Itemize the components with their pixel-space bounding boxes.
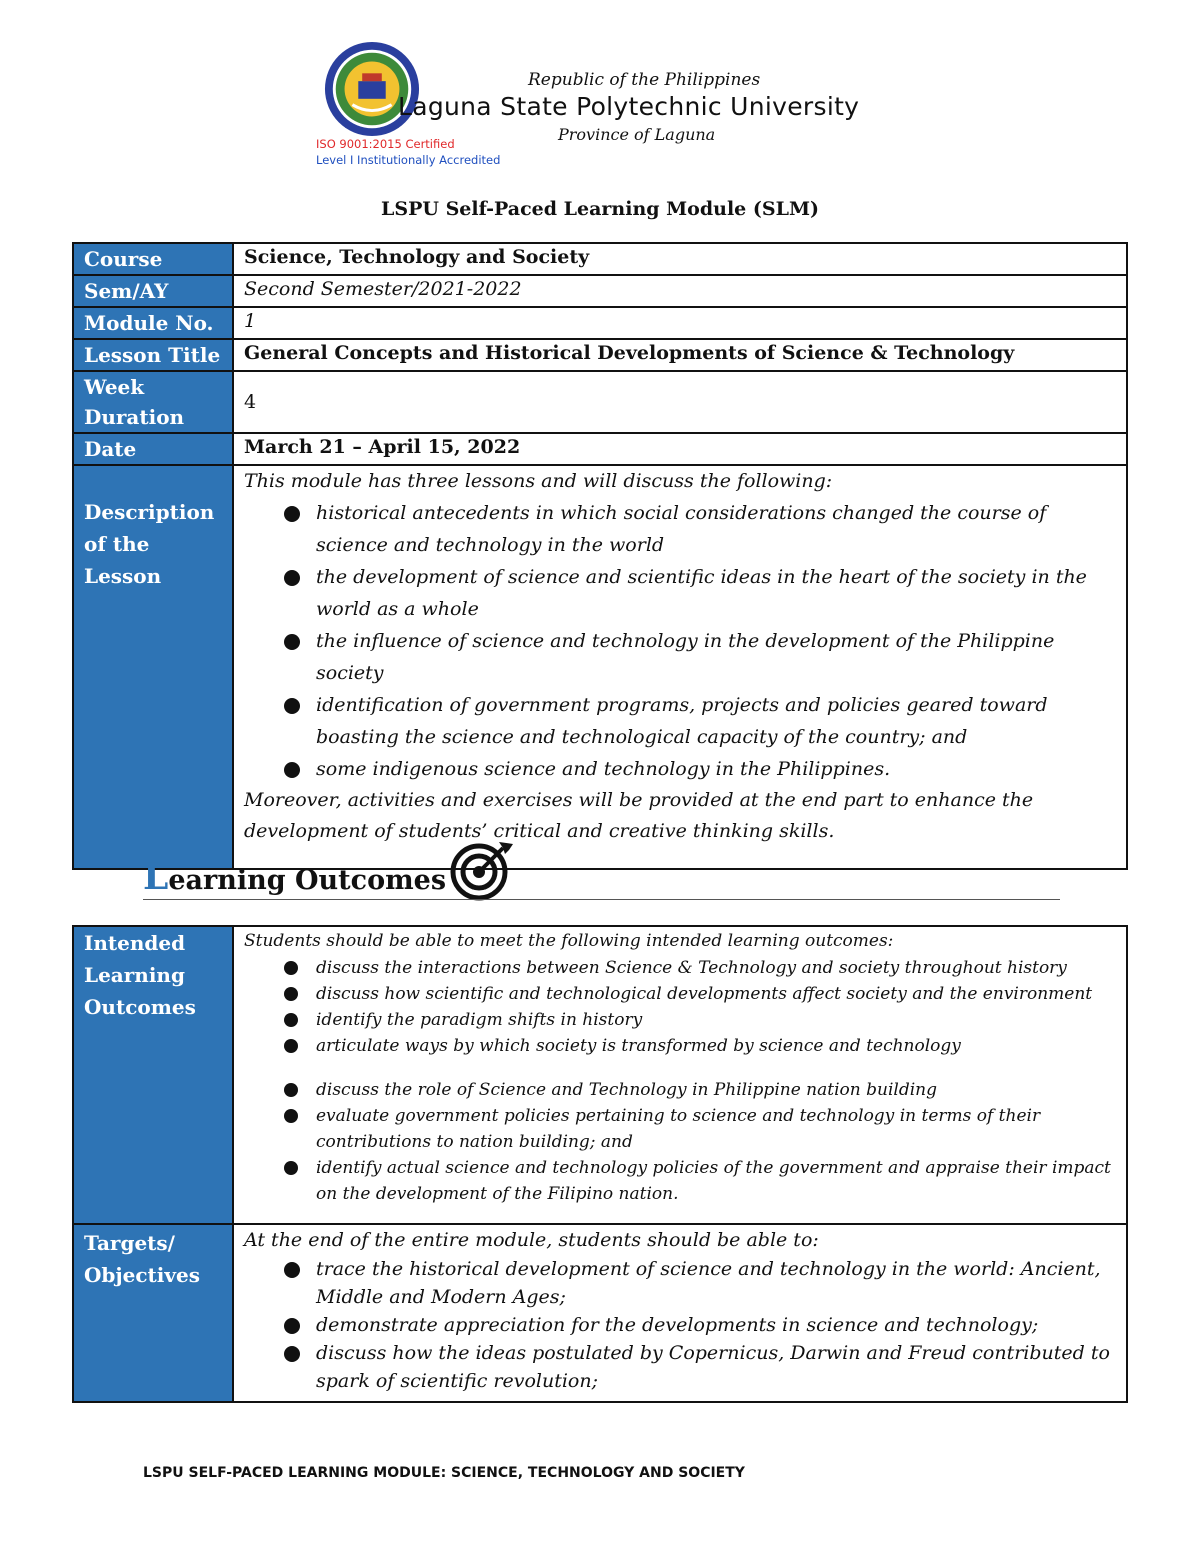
lesson-title-value: General Concepts and Historical Developments of Science & Technology — [233, 339, 1127, 371]
sem-value: Second Semester/2021-2022 — [233, 275, 1127, 307]
heading-initial: L — [143, 856, 169, 898]
target-icon — [447, 838, 515, 902]
iso-certification: ISO 9001:2015 Certified — [316, 137, 455, 151]
list-item: discuss how the ideas postulated by Copernicus, Darwin and Freud contributed to spark of scientific revolution; — [244, 1339, 1116, 1395]
lesson-title-label: Lesson Title — [73, 339, 233, 371]
table-row — [73, 371, 1127, 433]
course-value: Science, Technology and Society — [233, 243, 1127, 275]
description-list — [244, 497, 1116, 785]
week-duration-label — [73, 371, 233, 433]
list-item: discuss the interactions between Science & Technology and society throughout history — [244, 955, 1116, 981]
objectives-label-line-1: Targets/ — [84, 1231, 175, 1255]
ilo-intro: Students should be able to meet the following intended learning outcomes: — [244, 931, 894, 951]
ilo-value — [233, 926, 1127, 1224]
course-info-table — [72, 242, 1128, 870]
university-seal-icon — [323, 40, 421, 138]
description-outro: Moreover, activities and exercises will be provided at the end part to enhance the development of students’ critical and creative thinking skills. — [244, 789, 1034, 842]
list-item: the development of science and scientific ideas in the heart of the society in the world as a whole — [244, 561, 1116, 625]
module-value: 1 — [233, 307, 1127, 339]
description-label-line-1: Description — [84, 500, 215, 524]
list-item: evaluate government policies pertaining to science and technology in terms of their contributions to nation building; and — [244, 1103, 1116, 1155]
list-item: discuss how scientific and technological developments affect society and the environment — [244, 981, 1116, 1007]
heading-rule — [143, 899, 1060, 900]
list-item: some indigenous science and technology in the Philippines. — [244, 753, 1116, 785]
table-row — [73, 1224, 1127, 1402]
province-text: Province of Laguna — [558, 125, 716, 144]
module-label: Module No. — [73, 307, 233, 339]
list-item: trace the historical development of science and technology in the world: Ancient, Middle and Modern Ages; — [244, 1255, 1116, 1311]
description-label-line-2: of the — [84, 532, 150, 556]
objectives-list — [244, 1255, 1116, 1395]
table-row — [73, 339, 1127, 371]
date-value: March 21 – April 15, 2022 — [233, 433, 1127, 465]
date-label: Date — [73, 433, 233, 465]
table-row — [73, 433, 1127, 465]
list-item: identification of government programs, projects and policies geared toward boasting the science and technological capacity of the country; and — [244, 689, 1116, 753]
table-row — [73, 465, 1127, 869]
week-duration-value: 4 — [233, 371, 1127, 433]
duration-label-line: Duration — [84, 405, 185, 429]
description-value — [233, 465, 1127, 869]
list-item: discuss the role of Science and Technology in Philippine nation building — [244, 1077, 1116, 1103]
list-item: articulate ways by which society is transformed by science and technology — [244, 1033, 1116, 1059]
list-item: the influence of science and technology in the development of the Philippine society — [244, 625, 1116, 689]
description-intro: This module has three lessons and will discuss the following: — [244, 470, 833, 492]
ilo-list — [244, 955, 1116, 1207]
description-label — [73, 465, 233, 869]
document-title: LSPU Self-Paced Learning Module (SLM) — [381, 198, 819, 220]
description-label-line-3: Lesson — [84, 564, 162, 588]
page-footer: LSPU SELF-PACED LEARNING MODULE: SCIENCE, TECHNOLOGY AND SOCIETY — [143, 1465, 745, 1481]
week-label-line: Week — [84, 375, 145, 399]
learning-outcomes-heading — [143, 856, 446, 898]
table-row — [73, 926, 1127, 1224]
table-row — [73, 275, 1127, 307]
table-row — [73, 307, 1127, 339]
ilo-label-line-2: Learning — [84, 963, 185, 987]
ilo-label-line-1: Intended — [84, 931, 186, 955]
outcomes-table — [72, 925, 1128, 1403]
list-item: identify the paradigm shifts in history — [244, 1007, 1116, 1033]
objectives-value — [233, 1224, 1127, 1402]
accreditation-text: Level I Institutionally Accredited — [316, 153, 501, 167]
list-item: historical antecedents in which social considerations changed the course of science and technology in the world — [244, 497, 1116, 561]
objectives-label — [73, 1224, 233, 1402]
list-item: demonstrate appreciation for the developments in science and technology; — [244, 1311, 1116, 1339]
ilo-label-line-3: Outcomes — [84, 995, 196, 1019]
ilo-label — [73, 926, 233, 1224]
heading-rest: earning Outcomes — [168, 865, 447, 896]
table-row — [73, 243, 1127, 275]
course-label: Course — [73, 243, 233, 275]
objectives-intro: At the end of the entire module, students should be able to: — [244, 1229, 819, 1251]
republic-text: Republic of the Philippines — [528, 70, 761, 90]
list-item: identify actual science and technology policies of the government and appraise their impact on the development of the Filipino nation. — [244, 1155, 1116, 1207]
objectives-label-line-2: Objectives — [84, 1263, 200, 1287]
university-name: Laguna State Polytechnic University — [398, 92, 860, 121]
sem-label: Sem/AY — [73, 275, 233, 307]
